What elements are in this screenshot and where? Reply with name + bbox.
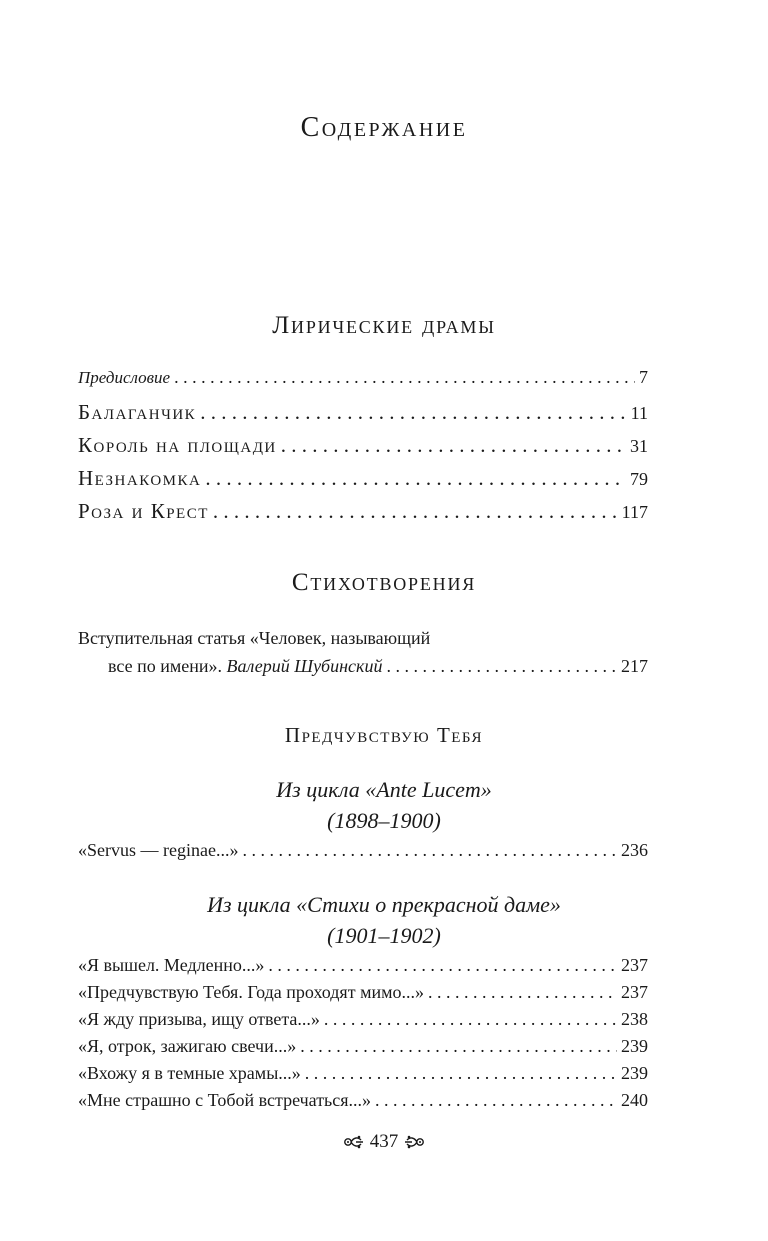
toc-entry-page: 217 bbox=[621, 656, 648, 676]
toc-entry-page: 239 bbox=[621, 1036, 648, 1056]
toc-entry-page: 31 bbox=[630, 436, 648, 456]
section-heading-poems: Стихотворения bbox=[291, 569, 477, 596]
toc-entry-page: 7 bbox=[639, 367, 648, 387]
toc-entry-page: 237 bbox=[621, 982, 648, 1002]
intro-line-1: Вступительная статья «Человек, называющий bbox=[78, 628, 431, 648]
cycle-years: (1898–1900) bbox=[327, 808, 441, 833]
dot-leader bbox=[242, 840, 617, 861]
toc-entry-title: «Я вышел. Медленно...» bbox=[78, 955, 265, 975]
dot-leader bbox=[375, 1090, 617, 1111]
toc-entry-page: 238 bbox=[621, 1009, 648, 1029]
toc-entry-title: «Servus — reginae...» bbox=[78, 840, 239, 860]
toc-entry[interactable] bbox=[78, 1063, 648, 1090]
toc-entry[interactable] bbox=[78, 466, 648, 499]
toc-entry-page: 240 bbox=[621, 1090, 648, 1110]
page-number: 437 bbox=[369, 1131, 399, 1152]
dot-leader bbox=[200, 400, 626, 425]
dot-leader bbox=[300, 1036, 617, 1057]
dot-leader bbox=[174, 367, 635, 388]
section-heading-premonition: Предчувствую Тебя bbox=[284, 723, 484, 747]
toc-entry-title: Король на площади bbox=[78, 433, 277, 457]
dot-leader bbox=[305, 1063, 617, 1084]
fleuron-left-icon bbox=[342, 1133, 364, 1151]
toc-entry[interactable] bbox=[78, 1090, 648, 1117]
toc-entry[interactable] bbox=[78, 400, 648, 433]
toc-entry-page: 117 bbox=[621, 502, 648, 522]
intro-title-end: все по имени». bbox=[108, 656, 223, 676]
toc-entry-title: «Вхожу я в темные храмы...» bbox=[78, 1063, 301, 1083]
toc-entry-page: 239 bbox=[621, 1063, 648, 1083]
page-title: Содержание bbox=[300, 112, 468, 143]
cycle-title: Из цикла «Стихи о прекрасной даме» bbox=[207, 892, 561, 917]
toc-entry[interactable] bbox=[78, 367, 648, 400]
toc-entry-page: 237 bbox=[621, 955, 648, 975]
toc-entry[interactable] bbox=[78, 840, 648, 867]
cycle-heading-beautiful-lady bbox=[0, 889, 768, 951]
toc-intro-article[interactable] bbox=[78, 624, 648, 680]
page-folio bbox=[0, 1131, 768, 1153]
intro-line-2 bbox=[78, 652, 648, 680]
toc-entry[interactable] bbox=[78, 1009, 648, 1036]
dot-leader bbox=[213, 499, 618, 524]
toc-entry-page: 11 bbox=[630, 403, 648, 423]
cycle-title: Из цикла «Ante Lucem» bbox=[276, 777, 492, 802]
intro-author: Валерий Шубинский bbox=[226, 656, 383, 676]
dot-leader bbox=[205, 466, 626, 491]
dot-leader bbox=[268, 955, 617, 976]
toc-entry-title: Предисловие bbox=[78, 368, 171, 387]
toc-entry-title: «Предчувствую Тебя. Года проходят мимо...» bbox=[78, 982, 424, 1002]
toc-entry[interactable] bbox=[78, 982, 648, 1009]
toc-entry[interactable] bbox=[78, 955, 648, 982]
toc-cycle-beautiful-lady bbox=[78, 955, 648, 1117]
cycle-years: (1901–1902) bbox=[327, 923, 441, 948]
cycle-heading-ante-lucem bbox=[0, 774, 768, 836]
section-heading-lyric-dramas: Лирические драмы bbox=[272, 312, 496, 339]
toc-entry-title: «Я жду призыва, ищу ответа...» bbox=[78, 1009, 320, 1029]
dot-leader bbox=[281, 433, 626, 458]
toc-lyric-dramas bbox=[78, 367, 648, 532]
dot-leader bbox=[386, 652, 617, 680]
dot-leader bbox=[324, 1009, 617, 1030]
toc-entry-page: 236 bbox=[621, 840, 648, 860]
toc-entry[interactable] bbox=[78, 499, 648, 532]
dot-leader bbox=[428, 982, 617, 1003]
fleuron-right-icon bbox=[404, 1133, 426, 1151]
toc-entry-page: 79 bbox=[630, 469, 648, 489]
toc-entry-title: «Мне страшно с Тобой встречаться...» bbox=[78, 1090, 372, 1110]
toc-cycle-ante-lucem bbox=[78, 840, 648, 867]
toc-entry-title: Незнакомка bbox=[78, 466, 202, 490]
toc-entry-title: «Я, отрок, зажигаю свечи...» bbox=[78, 1036, 297, 1056]
toc-entry-title: Роза и Крест bbox=[78, 499, 209, 523]
toc-entry[interactable] bbox=[78, 1036, 648, 1063]
toc-entry-title: Балаганчик bbox=[78, 400, 197, 424]
toc-entry[interactable] bbox=[78, 433, 648, 466]
